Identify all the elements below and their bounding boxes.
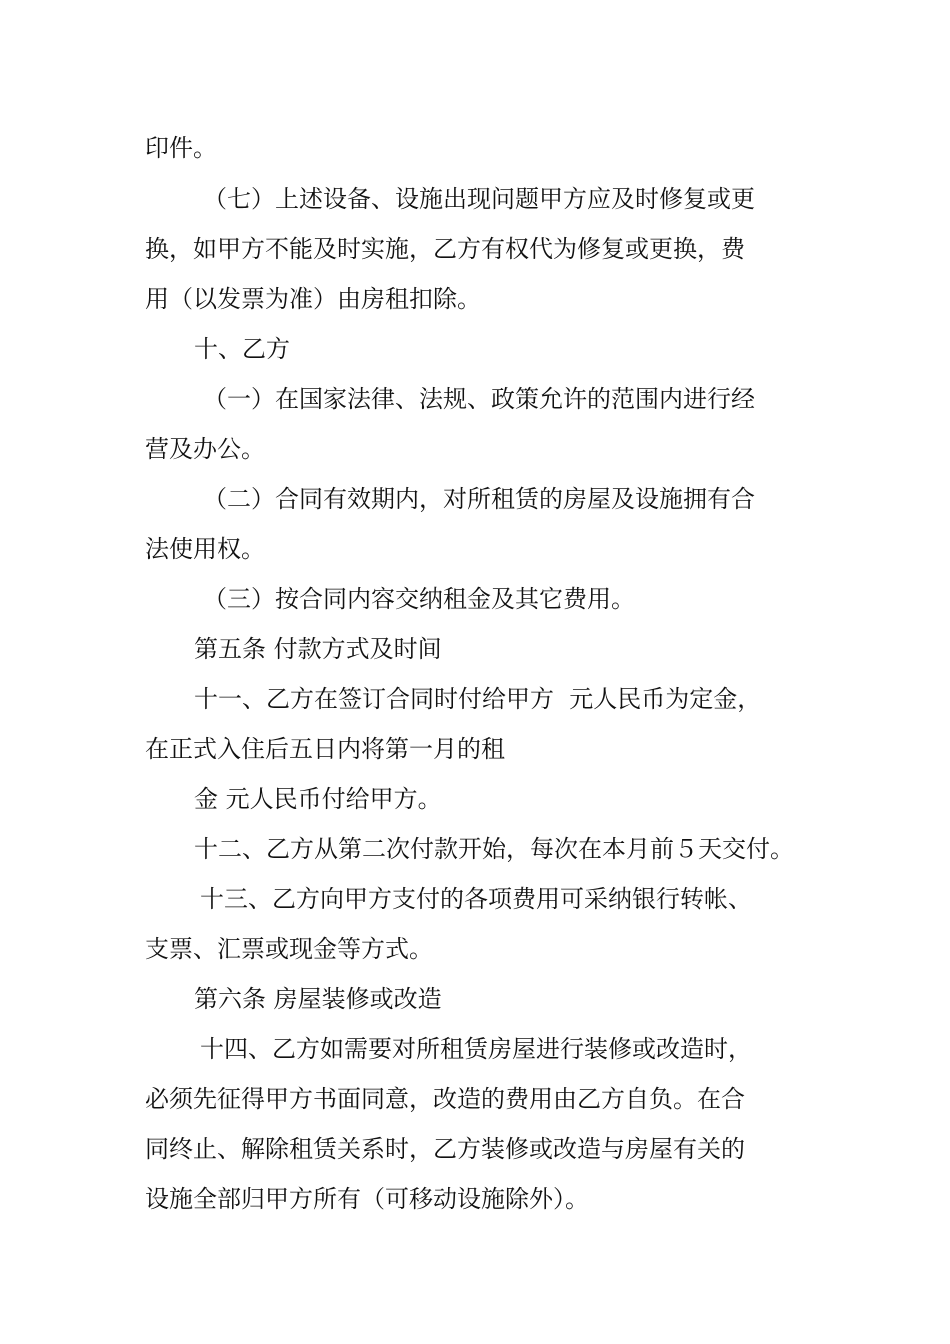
text-line: 印件。 <box>145 134 217 162</box>
article-heading: 第六条 房屋装修或改造 <box>194 985 442 1013</box>
text-line: 用（以发票为准）由房租扣除。 <box>145 285 481 313</box>
text-line: 营及办公。 <box>145 435 265 463</box>
text-line: 必须先征得甲方书面同意，改造的费用由乙方自负。在合 <box>145 1085 745 1113</box>
text-line: 十二、乙方从第二次付款开始，每次在本月前５天交付。 <box>194 835 794 863</box>
text-line: （七）上述设备、设施出现问题甲方应及时修复或更 <box>203 185 755 213</box>
text-line: （二）合同有效期内，对所租赁的房屋及设施拥有合 <box>203 485 755 513</box>
text-line: 十四、乙方如需要对所租赁房屋进行装修或改造时， <box>200 1035 752 1063</box>
text-line: 十三、乙方向甲方支付的各项费用可采纳银行转帐、 <box>200 885 752 913</box>
text-line: 在正式入住后五日内将第一月的租 <box>145 735 505 763</box>
article-heading: 第五条 付款方式及时间 <box>194 635 442 663</box>
text-line: （一）在国家法律、法规、政策允许的范围内进行经 <box>203 385 755 413</box>
text-line: 设施全部归甲方所有（可移动设施除外）。 <box>145 1185 589 1213</box>
section-heading: 十、乙方 <box>194 335 290 363</box>
text-line: 法使用权。 <box>145 535 265 563</box>
text-line: 换，如甲方不能及时实施，乙方有权代为修复或更换，费 <box>145 235 745 263</box>
text-line: 金 元人民币付给甲方。 <box>194 785 442 813</box>
text-line: 十一、乙方在签订合同时付给甲方 元人民币为定金， <box>194 685 762 713</box>
text-line: 支票、汇票或现金等方式。 <box>145 935 433 963</box>
text-line: （三）按合同内容交纳租金及其它费用。 <box>203 585 635 613</box>
text-line: 同终止、解除租赁关系时，乙方装修或改造与房屋有关的 <box>145 1135 745 1163</box>
